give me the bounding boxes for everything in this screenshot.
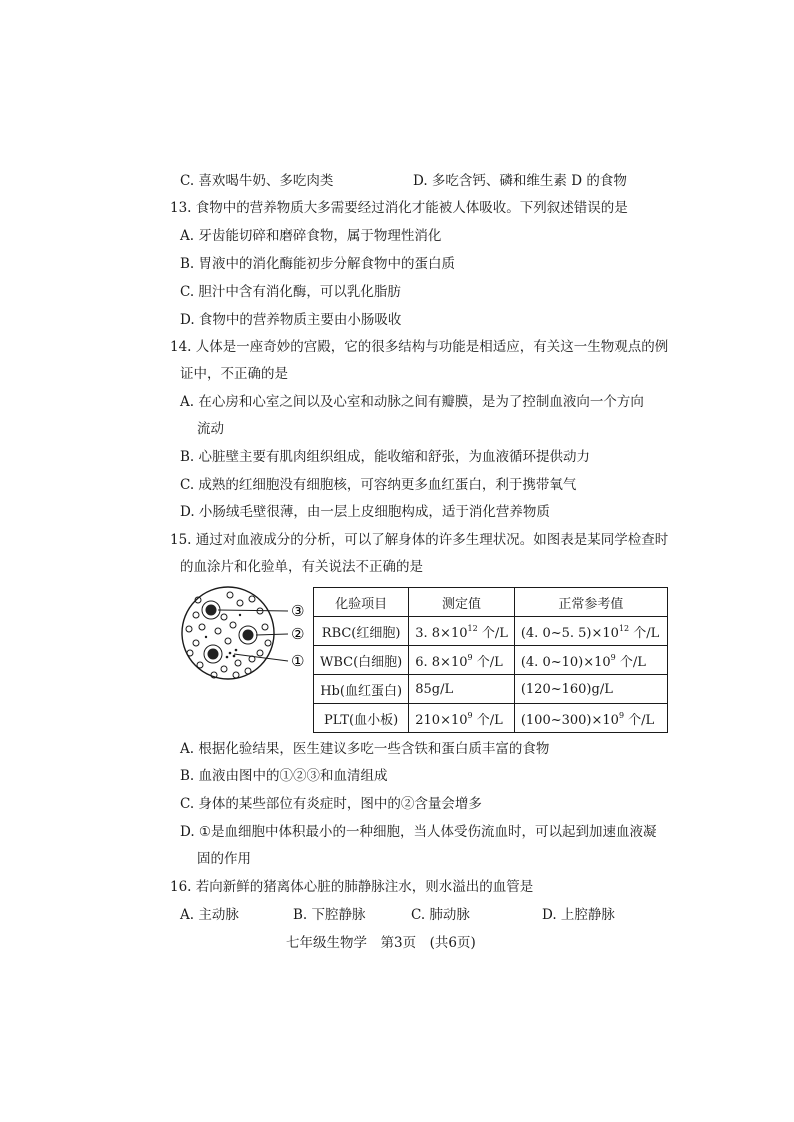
q16-option-b: B. 下腔静脉 xyxy=(293,907,366,923)
row-item: RBC(红细胞) xyxy=(314,617,409,646)
lab-report-table xyxy=(313,587,668,733)
q14-option-b: B. 心脏壁主要有肌肉组织组成，能收缩和舒张，为血液循环提供动力 xyxy=(180,449,591,465)
q15-stem-line2: 的血涂片和化验单，有关说法不正确的是 xyxy=(180,559,423,575)
table-header-row xyxy=(314,588,668,617)
q15-option-a: A. 根据化验结果，医生建议多吃一些含铁和蛋白质丰富的食物 xyxy=(180,741,550,757)
row-value: $210\times 10^9$ 个/L xyxy=(409,704,515,733)
q16-stem: 16. 若向新鲜的猪离体心脏的肺静脉注水，则水溢出的血管是 xyxy=(170,879,534,895)
row-value: 6. $8\times 10^9$ 个/L xyxy=(409,646,515,675)
row-reference: (4. $0\sim 10)\times 10^9$ 个/L xyxy=(514,646,667,675)
table-row xyxy=(314,646,668,675)
q13-option-b: B. 胃液中的消化酶能初步分解食物中的蛋白质 xyxy=(180,256,456,272)
row-item: WBC(白细胞) xyxy=(314,646,409,675)
q14-option-d: D. 小肠绒毛壁很薄，由一层上皮细胞构成，适于消化营养物质 xyxy=(180,504,550,520)
figure-label-3: ③ xyxy=(291,602,305,620)
q14-stem-line1: 14. 人体是一座奇妙的宫殿，它的很多结构与功能是相适应，有关这一生物观点的例 xyxy=(170,339,669,355)
q13-option-c: C. 胆汁中含有消化酶，可以乳化脂肪 xyxy=(180,284,401,300)
table-row xyxy=(314,675,668,704)
smear-outline xyxy=(182,587,274,679)
q15-option-c: C. 身体的某些部位有炎症时，图中的②含量会增多 xyxy=(180,796,482,812)
row-item: Hb(血红蛋白) xyxy=(314,675,409,704)
q14-option-a-line1: A. 在心房和心室之间以及心室和动脉之间有瓣膜，是为了控制血液向一个方向 xyxy=(180,394,644,410)
row-reference: (4. 0~5. $5)\times 10^{12}$ 个/L xyxy=(514,617,667,646)
q13-option-d: D. 食物中的营养物质主要由小肠吸收 xyxy=(180,312,402,328)
white-blood-cell-3 xyxy=(204,645,222,663)
figure-label-2: ② xyxy=(291,625,305,643)
row-value: 85g/L xyxy=(409,675,515,704)
q15-option-b: B. 血液由图中的①②③和血清组成 xyxy=(180,768,388,784)
row-reference: (120~160)g/L xyxy=(514,675,667,704)
row-value: 3. $8\times 10^{12}$ 个/L xyxy=(409,617,515,646)
q12-option-d: D. 多吃含钙、磷和维生素 D 的食物 xyxy=(413,173,627,189)
figure-label-1: ① xyxy=(291,652,305,670)
white-blood-cell-1 xyxy=(202,601,220,619)
q14-option-c: C. 成熟的红细胞没有细胞核，可容纳更多血红蛋白，利于携带氧气 xyxy=(180,477,577,493)
q14-stem-line2: 证中，不正确的是 xyxy=(180,366,288,382)
table-row xyxy=(314,617,668,646)
blood-smear-figure xyxy=(178,583,318,693)
q15-option-d-line2: 固的作用 xyxy=(197,851,251,867)
page-footer: 七年级生物学 第3页 (共6页) xyxy=(286,935,476,951)
header-item: 化验项目 xyxy=(314,588,409,617)
q15-stem-line1: 15. 通过对血液成分的分析，可以了解身体的许多生理状况。如图表是某同学检查时 xyxy=(170,532,669,548)
row-item: PLT(血小板) xyxy=(314,704,409,733)
q16-option-a: A. 主动脉 xyxy=(180,907,239,923)
q12-option-c: C. 喜欢喝牛奶、多吃肉类 xyxy=(180,173,334,189)
q13-option-a: A. 牙齿能切碎和磨碎食物，属于物理性消化 xyxy=(180,228,442,244)
table-row xyxy=(314,704,668,733)
q15-option-d-line1: D. ①是血细胞中体积最小的一种细胞，当人体受伤流血时，可以起到加速血液凝 xyxy=(180,824,657,840)
white-blood-cell-2 xyxy=(239,626,257,644)
header-value: 测定值 xyxy=(409,588,515,617)
row-reference: $(100\sim 300)\times 10^9$ 个/L xyxy=(514,704,667,733)
q16-option-c: C. 肺动脉 xyxy=(411,907,470,923)
q13-stem: 13. 食物中的营养物质大多需要经过消化才能被人体吸收。下列叙述错误的是 xyxy=(170,200,628,216)
q16-option-d: D. 上腔静脉 xyxy=(542,907,615,923)
q14-option-a-line2: 流动 xyxy=(197,421,224,437)
header-reference: 正常参考值 xyxy=(514,588,667,617)
